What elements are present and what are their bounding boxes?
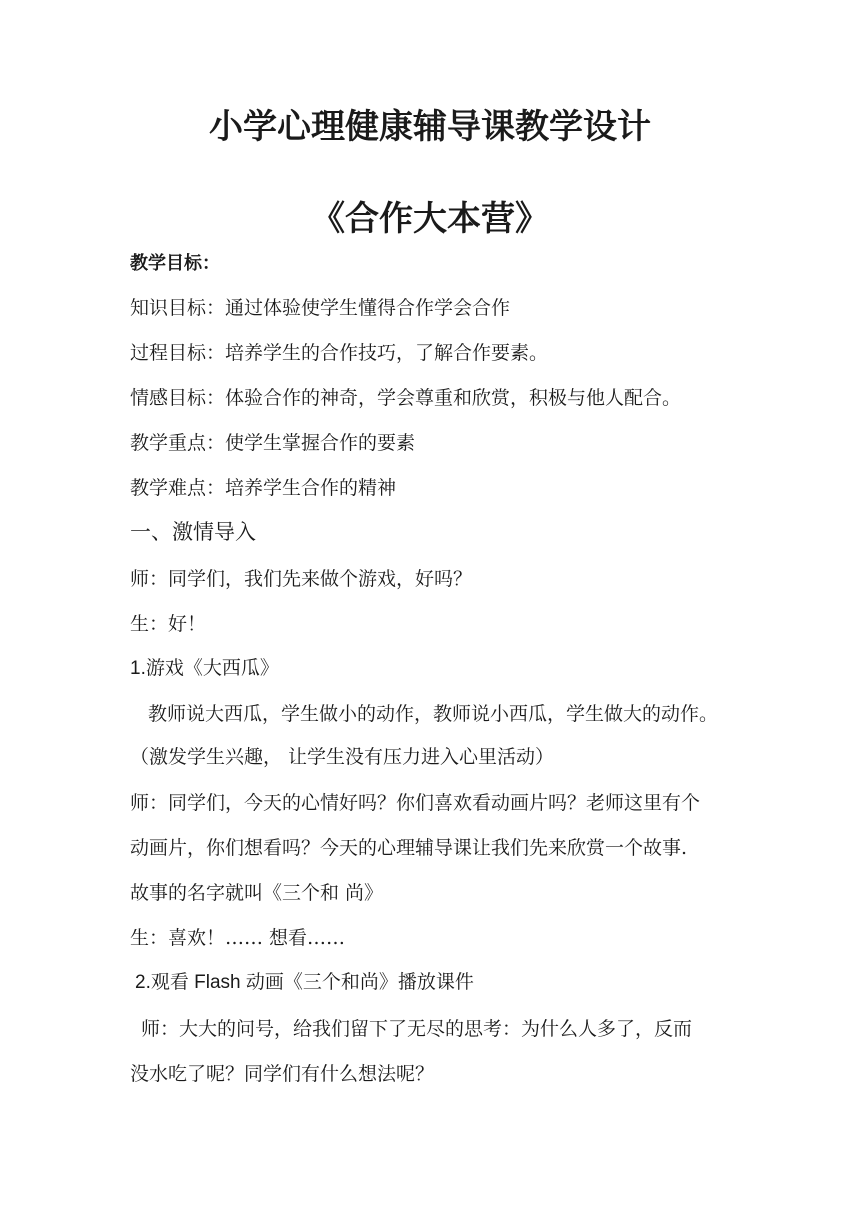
dialogue-line: 师：同学们，今天的心情好吗？你们喜欢看动画片吗？老师这里有个 — [130, 792, 701, 814]
knowledge-objective: 知识目标：通过体验使学生懂得合作学会合作 — [130, 297, 511, 319]
teaching-difficulty: 教学难点：培养学生合作的精神 — [130, 477, 397, 499]
document-title: 小学心理健康辅导课教学设计 — [209, 107, 651, 147]
paragraph-line: （激发学生兴趣， 让学生没有压力进入心里活动） — [130, 746, 555, 768]
emotion-objective: 情感目标：体验合作的神奇，学会尊重和欣赏，积极与他人配合。 — [130, 387, 682, 409]
paragraph-line: 教师说大西瓜，学生做小的动作，教师说小西瓜，学生做大的动作。 — [148, 703, 719, 725]
dialogue-line: 生：好！ — [130, 613, 207, 635]
paragraph-line: 没水吃了呢？同学们有什么想法呢？ — [130, 1063, 435, 1085]
activity-heading-watermelon: 1.游戏《大西瓜》 — [130, 658, 279, 679]
activity-heading-flash: 2.观看 Flash 动画《三个和尚》播放课件 — [135, 972, 474, 993]
objectives-heading: 教学目标： — [130, 253, 220, 274]
dialogue-line: 师：大大的问号，给我们留下了无尽的思考：为什么人多了，反而 — [141, 1018, 693, 1040]
teaching-key-point: 教学重点：使学生掌握合作的要素 — [130, 432, 416, 454]
paragraph-line: 故事的名字就叫《三个和 尚》 — [130, 882, 384, 904]
paragraph-line: 动画片，你们想看吗？今天的心理辅导课让我们先来欣赏一个故事. — [130, 837, 688, 859]
process-objective: 过程目标：培养学生的合作技巧，了解合作要素。 — [130, 342, 549, 364]
dialogue-line: 生：喜欢！…… 想看…… — [130, 927, 346, 949]
section-heading-intro: 一、激情导入 — [130, 520, 256, 544]
dialogue-line: 师：同学们，我们先来做个游戏，好吗？ — [130, 568, 473, 590]
document-subtitle: 《合作大本营》 — [311, 199, 549, 239]
